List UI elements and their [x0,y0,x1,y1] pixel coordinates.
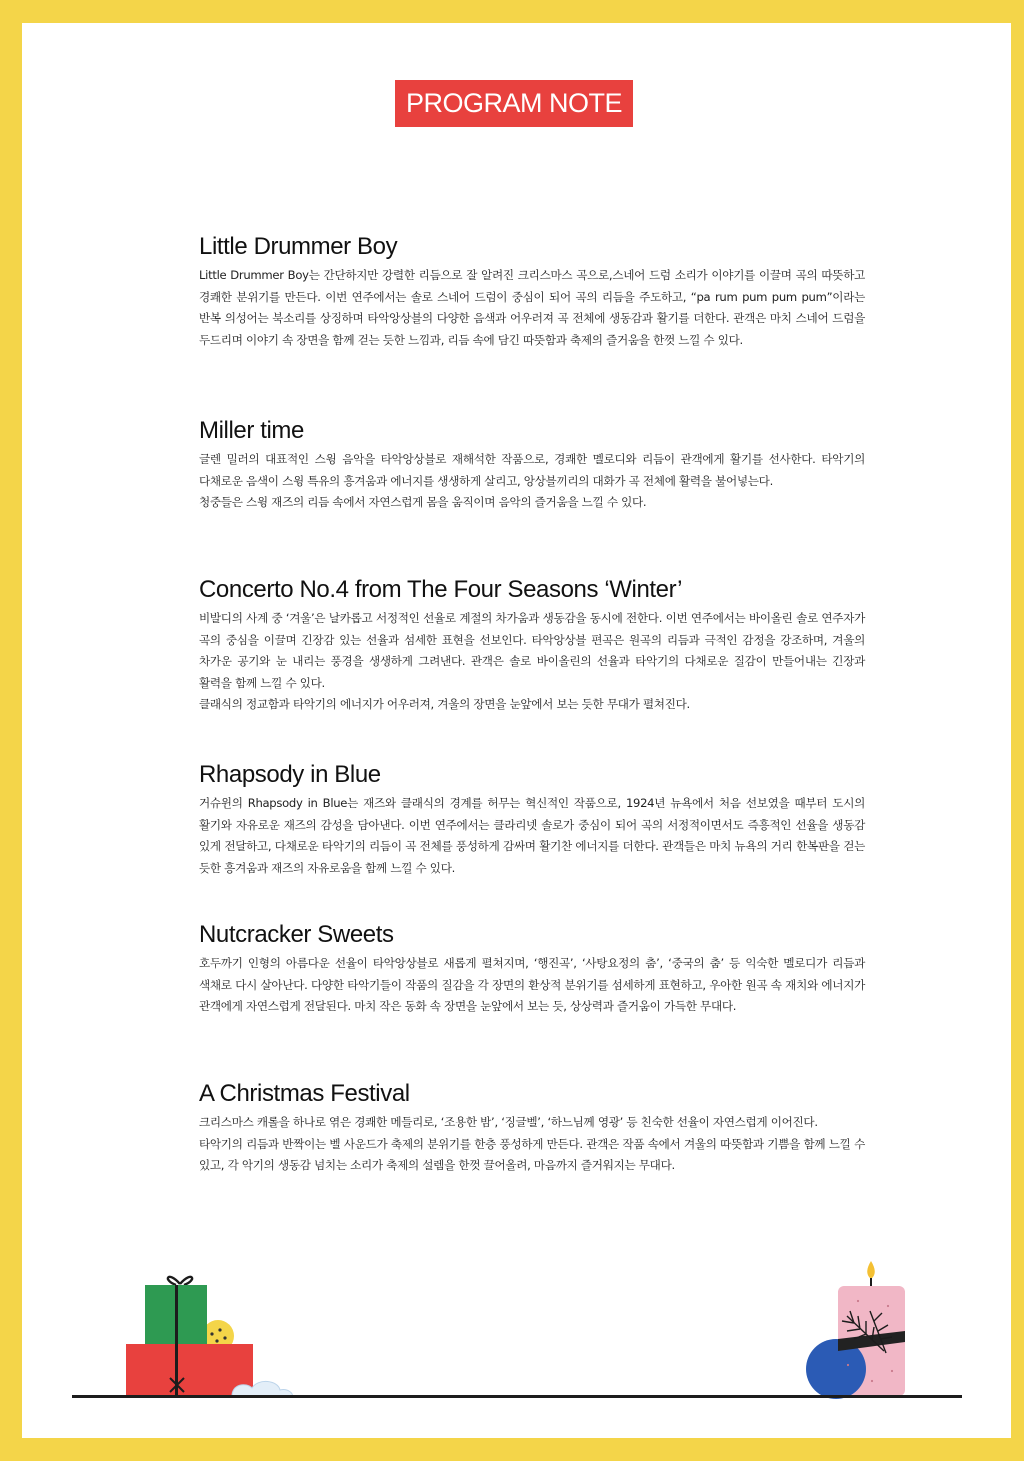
section-paragraph: 거슈윈의 Rhapsody in Blue는 재즈와 클래식의 경계를 허무는 혁신적인 작품으로, 1924년 뉴욕에서 처음 선보였을 때부터 도시의 활기와 자유로운 재즈의 감성을 담아낸다. 이번 연주에서는 클라리넷 솔로가 중심이 되어 곡의 서정적이면서도 즉흥적인 선율을 생동감 있게 전달하고, 다채로운 타악기의 리듬이 곡 전체를 풍성하게 감싸며 활기찬 에너지를 더한다. 관객들은 마치 뉴욕의 거리 한복판을 걷는 듯한 흥겨움과 재즈의 자유로움을 함께 느낄 수 있다. [199,796,865,875]
section-title: Rhapsody in Blue [199,761,381,788]
section-little-drummer-boy [199,233,865,351]
section-paragraph: 크리스마스 캐롤을 하나로 엮은 경쾌한 메들리로, ‘조용한 밤’, ‘징글벨’, ‘하느님께 영광’ 등 친숙한 선율이 자연스럽게 이어진다. [199,1115,818,1129]
section-paragraph: 청중들은 스윙 재즈의 리듬 속에서 자연스럽게 몸을 움직이며 음악의 즐거움을 느낄 수 있다. [199,495,647,510]
gift-boxes-icon [120,1268,300,1398]
section-title: Little Drummer Boy [199,233,398,260]
section-paragraph: 클래식의 정교함과 타악기의 에너지가 어우러져, 겨울의 장면을 눈앞에서 보는 듯한 무대가 펼쳐진다. [199,697,690,712]
section-paragraph: 타악기의 리듬과 반짝이는 벨 사운드가 축제의 분위기를 한층 풍성하게 만든다. 관객은 작품 속에서 겨울의 따뜻함과 기쁨을 함께 느낄 수 있고, 각 악기의 생동감 넘치는 소리가 축제의 설렘을 한껏 끌어올려, 마음까지 즐거워지는 무대다. [199,1136,865,1173]
section-nutcracker-sweets [199,921,865,1018]
section-christmas-festival [199,1080,865,1177]
section-miller-time [199,417,865,514]
section-paragraph: 호두까기 인형의 아름다운 선율이 타악앙상블로 새롭게 펼쳐지며, ‘행진곡’, ‘사탕요정의 춤’, ‘중국의 춤’ 등 익숙한 멜로디가 리듬과 색채로 다시 살아난다. 다양한 타악기들이 작품의 질감을 각 장면의 환상적 분위기를 섬세하게 표현하고, 우아한 원곡 속 재치와 에너지가 관객에게 자연스럽게 전달된다. 마치 작은 동화 속 장면을 눈앞에서 보는 듯, 상상력과 즐거움이 가득한 무대다. [199,956,865,1014]
ground-line [72,1395,962,1398]
candle-icon [802,1261,922,1399]
section-rhapsody-in-blue [199,761,865,879]
section-title: Miller time [199,417,304,444]
section-title: A Christmas Festival [199,1080,410,1107]
section-four-seasons-winter [199,576,865,716]
section-title: Concerto No.4 from The Four Seasons ‘Winter’ [199,576,683,603]
section-paragraph: Little Drummer Boy는 간단하지만 강렬한 리듬으로 잘 알려진 크리스마스 곡으로,스네어 드럼 소리가 이야기를 이끌며 곡의 따뜻하고 경쾌한 분위기를 만든다. 이번 연주에서는 솔로 스네어 드럼이 중심이 되어 곡의 리듬을 주도하고, “pa rum pum pum pum”이라는 반복 의성어는 북소리를 상징하며 타악앙상블의 다양한 음색과 어우러져 곡 전체에 생동감과 활기를 더한다. 관객은 마치 스네어 드럼을 두드리며 이야기 속 장면을 함께 걷는 듯한 느낌과, 리듬 속에 담긴 따뜻함과 축제의 즐거움을 한껏 느낄 수 있다. [199,268,865,347]
section-title: Nutcracker Sweets [199,921,394,948]
program-note-badge: PROGRAM NOTE [395,80,633,127]
section-paragraph: 비발디의 사계 중 ‘겨울’은 날카롭고 서정적인 선율로 계절의 차가움과 생동감을 동시에 전한다. 이번 연주에서는 바이올린 솔로 연주자가 곡의 중심을 이끌며 긴장감 있는 선율과 섬세한 표현을 선보인다. 타악앙상블 편곡은 원곡의 리듬과 극적인 감정을 강조하며, 겨울의 차가운 공기와 눈 내리는 풍경을 생생하게 그려낸다. 관객은 솔로 바이올린의 선율과 타악기의 다채로운 질감이 만들어내는 긴장과 활력을 함께 느낄 수 있다. [199,611,865,690]
program-note-sheet [22,23,1011,1438]
section-paragraph: 글렌 밀러의 대표적인 스윙 음악을 타악앙상블로 재해석한 작품으로, 경쾌한 멜로디와 리듬이 관객에게 활기를 선사한다. 타악기의 다채로운 음색이 스윙 특유의 흥겨움과 에너지를 생생하게 살리고, 앙상블끼리의 대화가 곡 전체에 활력을 불어넣는다. [199,452,865,488]
